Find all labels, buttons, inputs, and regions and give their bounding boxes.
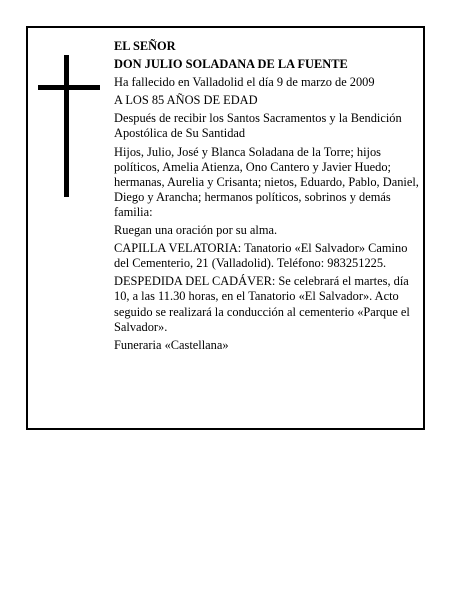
age-line: A LOS 85 AÑOS DE EDAD — [114, 93, 258, 108]
notice-title: EL SEÑOR — [114, 39, 176, 53]
cross-horizontal-bar — [38, 85, 100, 90]
chapel-info: CAPILLA VELATORIA: Tanatorio «El Salvador» Camino del Cementerio, 21 (Valladolid). Teléfono: 983251225. — [114, 241, 408, 271]
latin-cross-icon — [38, 55, 100, 197]
death-date-line: Ha fallecido en Valladolid el día 9 de marzo de 2009 — [114, 75, 375, 90]
prayer-request: Ruegan una oración por su alma. — [114, 223, 278, 238]
deceased-name: DON JULIO SOLADANA DE LA FUENTE — [114, 57, 348, 72]
cross-vertical-bar — [64, 55, 69, 197]
sacraments-line: Después de recibir los Santos Sacramentos y la Bendición Apostólica de Su Santidad — [114, 111, 402, 141]
farewell-info: DESPEDIDA DEL CADÁVER: Se celebrará el martes, día 10, a las 11.30 horas, en el Tanatorio «El Salvador». Acto seguido se realizará la conducción al cementerio «Parque el Salvador». — [114, 274, 410, 334]
family-list: Hijos, Julio, José y Blanca Soladana de la Torre; hijos políticos, Amelia Atienza, Ono Cantero y Javier Huedo; hermanas, Aurelia y Crisanta; nietos, Eduardo, Pablo, Daniel, Diego y Arancha; hermanos políticos, sobrinos y demás familia: — [114, 144, 419, 219]
obituary-text-block — [114, 39, 422, 356]
funeral-home: Funeraria «Castellana» — [114, 337, 229, 352]
